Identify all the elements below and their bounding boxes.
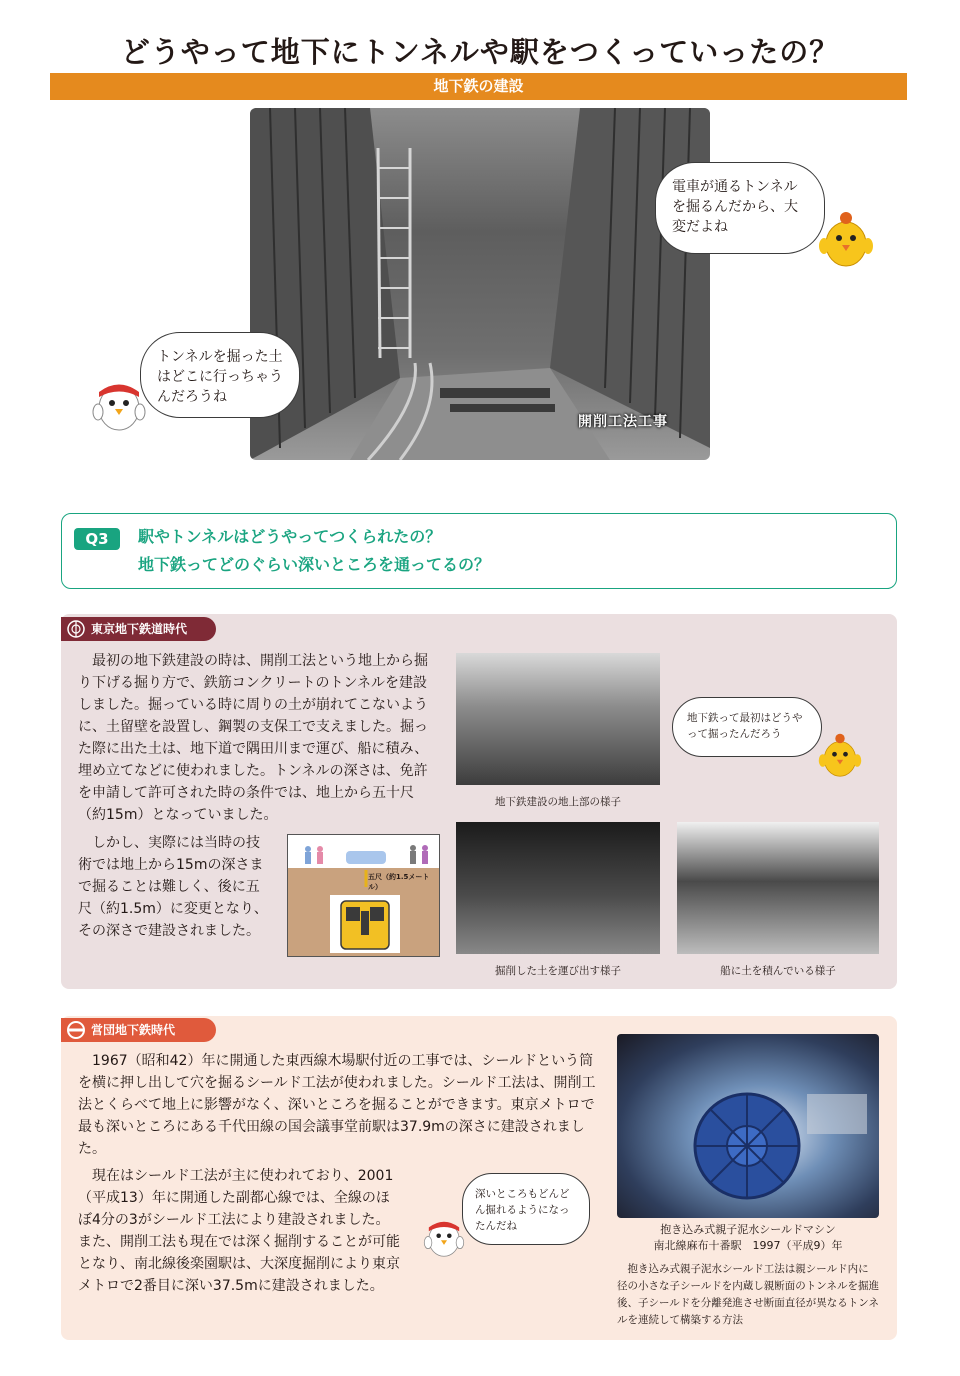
section-tab-label: 営団地下鉄時代 [91,1023,176,1037]
white-chick-mascot-icon [422,1212,466,1258]
section-tab-tokyo-underground-railway [61,617,216,641]
yellow-chick-mascot-icon [818,732,862,778]
speech-bubble-where-soil-goes: トンネルを掘った土はどこに行っちゃうんだろうね [140,332,300,418]
photo-shield-machine [617,1034,879,1218]
shield-machine-description: 抱き込み式親子泥水シールド工法は親シールド内に径の小さな子シールドを内蔵し親断面のトンネルを掘進後、子シールドを分離発進させ断面直径が異なるトンネルを連続して構築する方法 [617,1263,879,1326]
section1-paragraph-1: 最初の地下鉄建設の時は、開削工法という地上から掘り下げる掘り方で、鉄筋コンクリートのトンネルを建設しました。掘っている時に周りの土が崩れてこないように、土留壁を設置し、鋼製の支保工で支えました。掘った際に出た土は、地下道で隅田川まで運び、船に積み、埋め立てなどに使われました。トンネルの深さは、免許を申請して許可された時の条件では、地上から五十尺（約15m）となっていました。 [78,653,429,823]
yellow-chick-mascot-icon [818,210,874,268]
section1-paragraph-2: しかし、実際には当時の技術では地上から15mの深さまで掘ることは難しく、後に五尺（約1.5m）に変更となり、その深さで建設されました。 [78,835,268,939]
section-tab-label: 東京地下鉄道時代 [91,622,188,636]
photo-caption-loading-boats: 船に土を積んでいる様子 [720,965,836,977]
depth-diagram [287,834,440,957]
question-line-2: 地下鉄ってどのぐらい深いところを通ってるの？ [138,555,491,574]
photo-caption-carrying-soil: 掘削した土を運び出す様子 [495,965,621,977]
photo-carrying-out-soil [456,822,660,954]
shield-machine-caption [617,1222,879,1254]
hero-photo-cut-and-cover [250,108,710,460]
photo-loading-soil-on-boats [677,822,879,954]
teito-rapid-transit-logo-icon [67,1021,85,1039]
depth-diagram-label: 五尺（約1.5メートル） [368,873,430,891]
photo-caption-ground-level: 地下鉄建設の地上部の様子 [495,796,621,808]
speech-bubble-tunnel-hard: 電車が通るトンネルを掘るんだから、大変だよね [655,162,825,254]
depth-diagram-illustration [288,835,440,957]
speech-bubble-dig-deeper: 深いところもどんどん掘れるようになったんだね [462,1173,590,1245]
shield-machine-caption-line-1: 抱き込み式親子泥水シールドマシン [660,1223,836,1236]
question-line-1: 駅やトンネルはどうやってつくられたの？ [138,527,442,546]
photo-construction-ground-level [456,653,660,785]
section2-paragraph-1: 1967（昭和42）年に開通した東西線木場駅付近の工事では、シールドという筒を横に押し出して穴を掘るシールド工法が使われました。シールド工法は、開削工法とくらべて地上に影響がなく、深いところを掘ることができます。東京メトロで最も深いところにある千代田線の国会議事堂前駅は37.9mの深さに建設されました。 [78,1053,596,1157]
page-title: どうやって地下にトンネルや駅をつくっていったの？ [120,35,840,69]
white-chick-mascot-icon [90,372,148,432]
hero-photo-caption: 開削工法工事 [578,414,668,430]
question-text [138,523,490,579]
hero-photo-illustration [250,108,710,460]
section2-paragraph-2: 現在はシールド工法が主に使われており、2001（平成13）年に開通した副都心線では、全線のほぼ4分の3がシールド工法により建設されました。また、開削工法も現在では深く掘削することが可能となり、南北線後楽園駅は、大深度掘削により東京メトロで2番目に深い37.5mに建設されました。 [78,1168,400,1294]
shield-machine-illustration [617,1034,879,1218]
question-badge: Q3 [74,528,120,550]
shield-machine-caption-line-2: 南北線麻布十番駅 1997（平成9）年 [653,1239,843,1252]
section-heading-bar: 地下鉄の建設 [50,73,907,100]
section-tab-teito-rapid-transit [61,1018,216,1042]
speech-bubble-how-first-dug: 地下鉄って最初はどうやって掘ったんだろう [672,697,822,757]
tokyo-underground-railway-logo-icon [67,620,85,638]
